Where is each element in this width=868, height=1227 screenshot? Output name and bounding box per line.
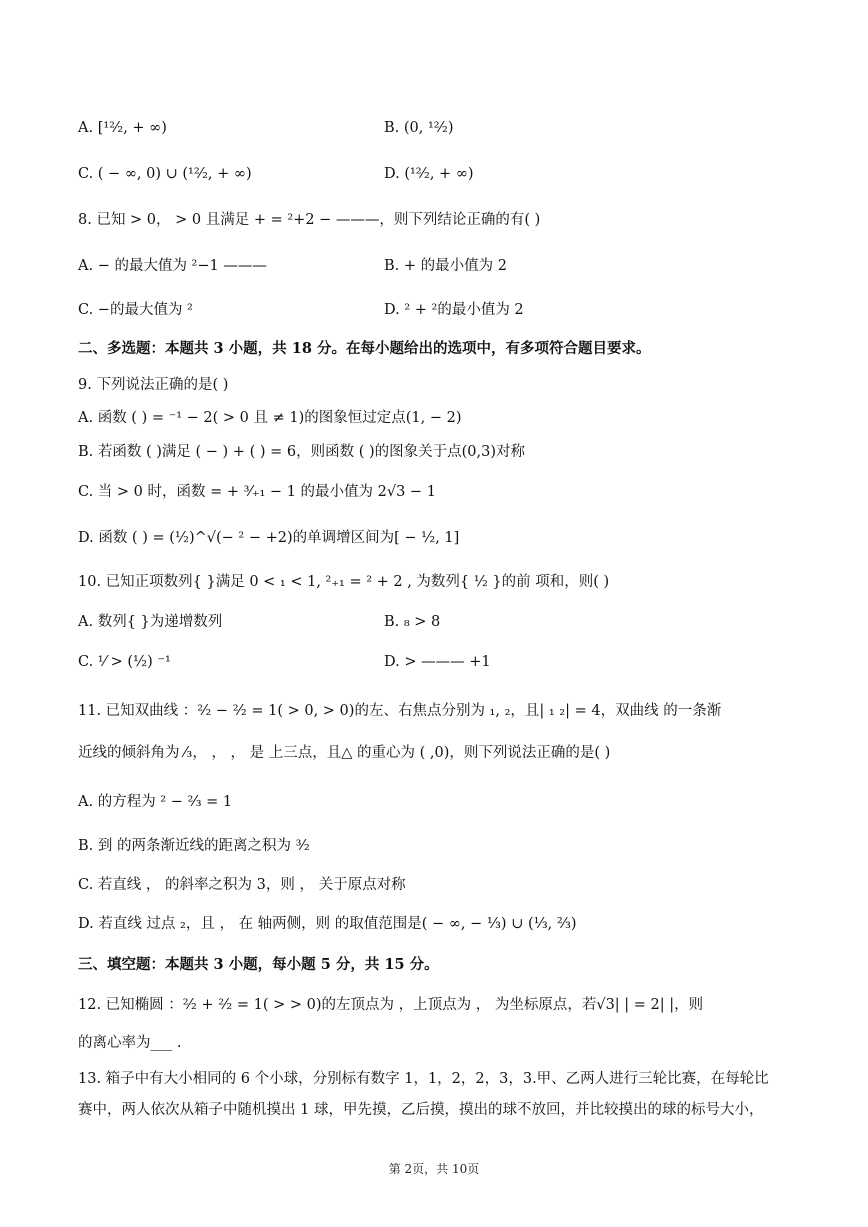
q9-option-a: A. 函数 ( ) = ⁻¹ − 2( > 0 且 ≠ 1)的图象恒过定点(1, − 2) <box>78 410 462 426</box>
q8-option-c: C. −的最大值为 ² <box>78 302 193 318</box>
q10-option-a: A. 数列{ }为递增数列 <box>78 614 223 630</box>
q11-stem-line1: 11. 已知双曲线 ：²⁄₂ − ²⁄₂ = 1( > 0, > 0)的左、右焦点分别为 ₁, ₂，且| ₁ ₂| = 4，双曲线 的一条渐 <box>78 703 722 719</box>
q11-option-d: D. 若直线 过点 ₂，且 ， 在 轴两侧，则 的取值范围是( − ∞, − ⅓) ∪ (⅓, ⅔) <box>78 916 577 932</box>
q7-option-d: D. (¹²⁄₂, + ∞) <box>384 166 474 182</box>
q9-option-d: D. 函数 ( ) = (½)^√(− ² − +2)的单调增区间为[ − ½, 1] <box>78 530 460 546</box>
q11-option-a: A. 的方程为 ² − ²⁄₃ = 1 <box>78 794 233 810</box>
q13-stem-line1: 13. 箱子中有大小相同的 6 个小球，分别标有数字 1，1，2，2，3，3.甲、乙两人进行三轮比赛，在每轮比 <box>78 1071 769 1087</box>
section-heading-fill-in: 三、填空题：本题共 3 小题，每小题 5 分，共 15 分。 <box>78 956 439 973</box>
q7-option-c: C. ( − ∞, 0) ∪ (¹²⁄₂, + ∞) <box>78 166 252 182</box>
q12-stem-line2: 的离心率为___ . <box>78 1035 182 1051</box>
q13-stem-line2: 赛中，两人依次从箱子中随机摸出 1 球，甲先摸，乙后摸，摸出的球不放回，并比较摸出的球的标号大小， <box>78 1102 764 1118</box>
q11-option-c: C. 若直线 ， 的斜率之积为 3，则 ， 关于原点对称 <box>78 877 406 893</box>
page-footer: 第 2页，共 10页 <box>388 1162 480 1176</box>
q8-option-b: B. + 的最小值为 2 <box>384 258 507 274</box>
q10-option-b: B. ₈ > 8 <box>384 614 441 630</box>
q10-option-c: C. ¹⁄ > (½) ⁻¹ <box>78 654 171 670</box>
q8-option-a: A. − 的最大值为 ²−1 ——— <box>78 258 267 274</box>
q9-option-c: C. 当 > 0 时，函数 = + ³⁄₊₁ − 1 的最小值为 2√3 − 1 <box>78 484 436 500</box>
q8-stem: 8. 已知 > 0， > 0 且满足 + = ²+2 − ———，则下列结论正确的有( ) <box>78 212 541 228</box>
q9-option-b: B. 若函数 ( )满足 ( − ) + ( ) = 6，则函数 ( )的图象关于点(0,3)对称 <box>78 444 525 460</box>
q11-option-b: B. 到 的两条渐近线的距离之积为 ³⁄₂ <box>78 838 310 854</box>
q7-option-b: B. (0, ¹²⁄₂) <box>384 120 454 136</box>
q12-stem-line1: 12. 已知椭圆 ：²⁄₂ + ²⁄₂ = 1( > > 0)的左顶点为 ，上顶点为 ， 为坐标原点，若√3| | = 2| |，则 <box>78 997 704 1013</box>
q10-option-d: D. > ——— +1 <box>384 654 491 670</box>
q9-stem: 9. 下列说法正确的是( ) <box>78 377 229 393</box>
q7-option-a: A. [¹²⁄₂, + ∞) <box>78 120 167 136</box>
q11-stem-line2: 近线的倾斜角为 ⁄₃， ， ， 是 上三点，且△ 的重心为 ( ,0)，则下列说法正确的是( ) <box>78 745 611 761</box>
q8-option-d: D. ² + ²的最小值为 2 <box>384 302 524 318</box>
section-heading-multiple-choice: 二、多选题：本题共 3 小题，共 18 分。在每小题给出的选项中，有多项符合题目要求。 <box>78 340 651 357</box>
q10-stem: 10. 已知正项数列{ }满足 0 < ₁ < 1, ²₊₁ = ² + 2 , 为数列{ ½ }的前 项和，则( ) <box>78 574 610 590</box>
